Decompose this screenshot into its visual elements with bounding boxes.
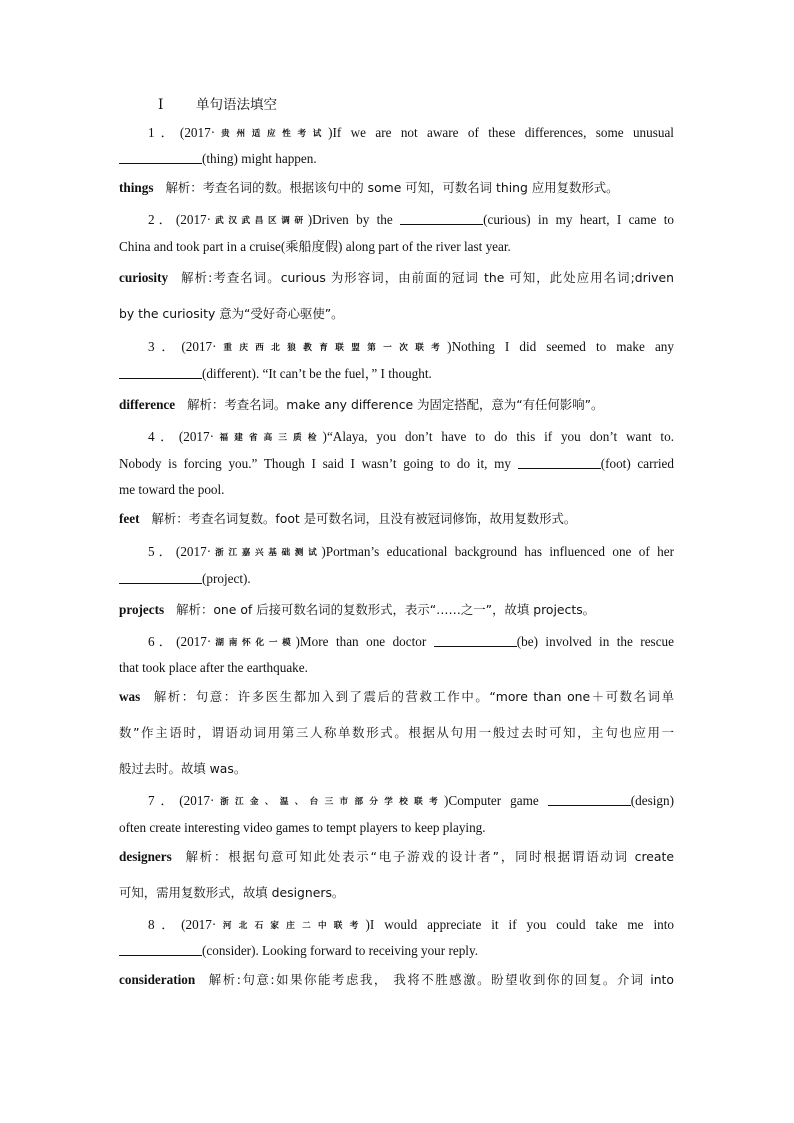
question-4-line-2: Nobody is forcing you.” Though I said I wasn’t going to do it, my (foot) carried	[119, 456, 675, 471]
answer-blank[interactable]	[119, 151, 202, 164]
answer-7	[119, 848, 674, 866]
answer-word: things	[119, 180, 154, 195]
answer-word: consideration	[119, 972, 196, 987]
question-7-line-2: often create interesting video games to tempt players to keep playing.	[119, 820, 486, 835]
question-4-line-3: me toward the pool.	[119, 482, 225, 497]
question-6-line-2: that took place after the earthquake.	[119, 660, 308, 675]
question-source: 福建省高三质检	[214, 433, 323, 443]
explanation: 解析:考查名词。curious 为形容词，由前面的冠词 the 可知，此处应用名词;driven	[180, 270, 674, 285]
answer-5	[119, 601, 674, 619]
question-source: 武汉武昌区调研	[211, 216, 308, 226]
question-7-line-1: 7．(2017·浙江金、温、台三市部分学校联考)Computer game (design)	[148, 793, 674, 808]
section-heading	[158, 93, 277, 113]
answer-blank[interactable]	[119, 571, 202, 584]
question-source: 河北石家庄二中联考	[216, 921, 366, 931]
question-1-line-1: 1．(2017·贵州适应性考试)If we are not aware of these differences, some unusual	[148, 125, 674, 140]
section-number: Ⅰ	[158, 97, 164, 112]
explanation: 解析：考查名词。make any difference 为固定搭配，意为“有任何影响”。	[187, 397, 604, 412]
answer-7-line-2: 可知，需用复数形式，故填 designers。	[119, 885, 345, 900]
question-source: 重庆西北狼教育联盟第一次联考	[216, 343, 448, 353]
answer-blank[interactable]	[434, 634, 517, 647]
section-title: 单句语法填空	[196, 97, 277, 112]
answer-1	[119, 179, 674, 197]
question-source: 浙江金、温、台三市部分学校联考	[214, 797, 445, 807]
question-6-line-1: 6．(2017·湖南怀化一模)More than one doctor (be) involved in the rescue	[148, 634, 674, 649]
explanation: 解析：one of 后接可数名词的复数形式，表示“……之一”，故填 projects。	[176, 602, 596, 617]
explanation: 解析：考查名词的数。根据该句中的 some 可知，可数名词 thing 应用复数形式。	[165, 180, 619, 195]
answer-word: projects	[119, 602, 165, 617]
question-source: 贵州适应性考试	[215, 129, 329, 139]
question-5-line-1: 5．(2017·浙江嘉兴基础测试)Portman’s educational background has influenced one of her	[148, 544, 674, 559]
answer-4	[119, 510, 674, 528]
question-source: 浙江嘉兴基础测试	[211, 548, 322, 558]
answer-word: was	[119, 689, 141, 704]
question-3-line-1: 3．(2017·重庆西北狼教育联盟第一次联考)Nothing I did seemed to make any	[148, 339, 674, 354]
explanation: 解析：根据句意可知此处表示“电子游戏的设计者”，同时根据谓语动词 create	[183, 849, 674, 864]
answer-word: designers	[119, 849, 172, 864]
question-source: 湖南怀化一模	[211, 638, 296, 648]
explanation: 解析:句意:如果你能考虑我， 我将不胜感激。盼望收到你的回复。介词 into	[207, 972, 674, 987]
answer-8	[119, 971, 674, 989]
answer-word: difference	[119, 397, 176, 412]
answer-blank[interactable]	[119, 943, 202, 956]
answer-6	[119, 688, 674, 706]
question-5-line-2: (project).	[119, 570, 674, 588]
answer-blank[interactable]	[548, 793, 631, 806]
answer-word: curiosity	[119, 270, 169, 285]
answer-word: feet	[119, 511, 140, 526]
question-2-line-1: 2．(2017·武汉武昌区调研)Driven by the (curious) in my heart, I came to	[148, 212, 674, 227]
question-2-line-2: China and took part in a cruise(乘船度假) along part of the river last year.	[119, 239, 511, 254]
question-8-line-2: (consider). Looking forward to receiving your reply.	[119, 942, 674, 960]
answer-blank[interactable]	[400, 212, 483, 225]
answer-6-line-2: 数”作主语时，谓语动词用第三人称单数形式。根据从句用一般过去时可知，主句也应用一	[119, 725, 674, 740]
answer-6-line-3: 般过去时。故填 was。	[119, 761, 247, 776]
answer-blank[interactable]	[518, 456, 601, 469]
answer-blank[interactable]	[119, 366, 202, 379]
explanation: 解析：考查名词复数。foot 是可数名词，且没有被冠词修饰，故用复数形式。	[151, 511, 577, 526]
question-4-line-1: 4．(2017·福建省高三质检)“Alaya, you don’t have to do this if you don’t want to.	[148, 429, 674, 444]
question-1-line-2: (thing) might happen.	[119, 150, 674, 168]
question-8-line-1: 8．(2017·河北石家庄二中联考)I would appreciate it if you could take me into	[148, 917, 674, 932]
question-3-line-2: (different). “It can’t be the fuel，” I thought.	[119, 365, 674, 383]
explanation: 解析：句意：许多医生都加入到了震后的营救工作中。“more than one＋可数名词单	[152, 689, 674, 704]
answer-2-line-2: by the curiosity 意为“受好奇心驱使”。	[119, 306, 344, 321]
answer-2	[119, 269, 674, 287]
answer-3	[119, 396, 674, 414]
